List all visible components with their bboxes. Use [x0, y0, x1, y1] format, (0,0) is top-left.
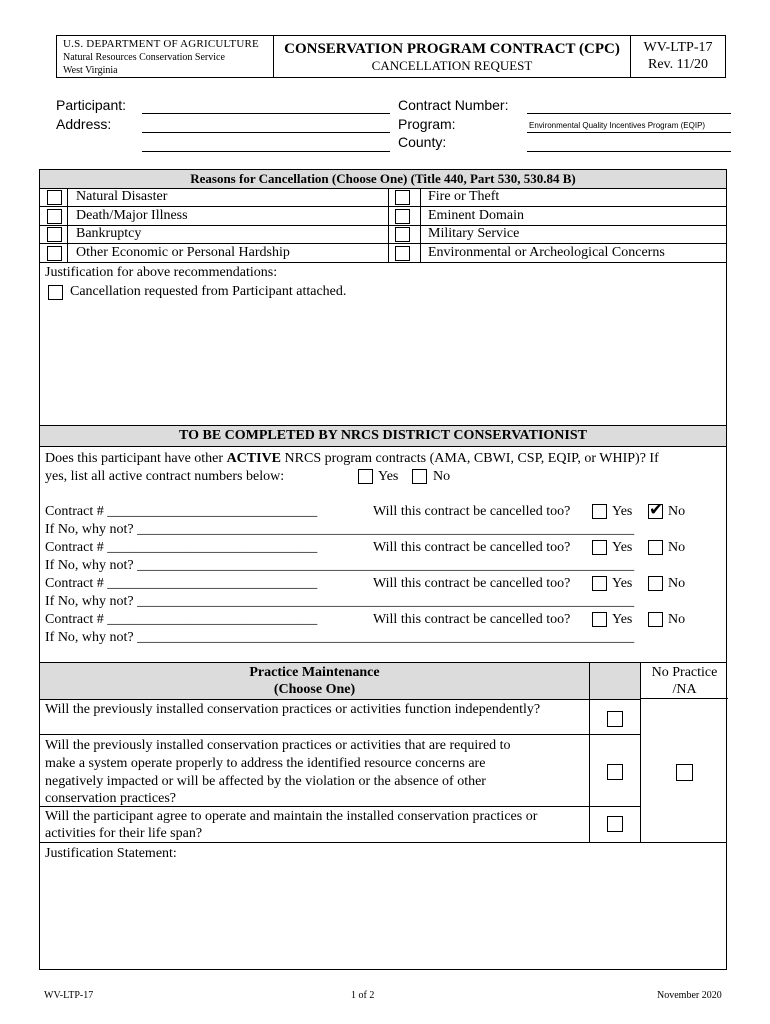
practice-question-2-line2: make a system operate properly to address the identified resource concerns are — [45, 756, 486, 771]
checkbox-cancel-yes[interactable] — [592, 540, 607, 555]
footer-date: November 2020 — [657, 990, 722, 1001]
cancellation-attached-label: Cancellation requested from Participant attached. — [70, 284, 347, 299]
practice-question-3-line2: activities for their life span? — [45, 826, 203, 841]
contract-number-line[interactable]: Contract # ______________________________ — [45, 504, 318, 519]
checkbox-death-illness[interactable] — [47, 209, 62, 224]
active-contracts-question-line2: yes, list all active contract numbers below: — [45, 469, 285, 484]
checkbox-practice-q1[interactable] — [607, 711, 623, 727]
cancel-too-question: Will this contract be cancelled too? — [373, 540, 571, 555]
participant-label: Participant: — [56, 97, 127, 113]
justification-label: Justification for above recommendations: — [45, 265, 278, 280]
checkbox-practice-q3[interactable] — [607, 816, 623, 832]
checkbox-eminent-domain[interactable] — [395, 209, 410, 224]
program-value[interactable]: Environmental Quality Incentives Program (EQIP) — [529, 121, 706, 130]
form-id-block — [630, 35, 726, 78]
justification-area[interactable] — [40, 304, 726, 424]
no-practice-heading-line1: No Practice — [651, 665, 718, 680]
checkbox-cancellation-attached[interactable] — [48, 285, 63, 300]
checkbox-environmental[interactable] — [395, 246, 410, 261]
active-yes-label: Yes — [378, 469, 399, 484]
reasons-heading: Reasons for Cancellation (Choose One) (Title 440, Part 530, 530.84 B) — [40, 170, 726, 188]
checkbox-cancel-no[interactable] — [648, 500, 664, 520]
cancel-too-question: Will this contract be cancelled too? — [373, 504, 571, 519]
cancel-no-label: No — [668, 540, 686, 555]
cancel-no-label: No — [668, 504, 686, 519]
practice-question-2-line1: Will the previously installed conservation practices or activities that are required to — [45, 738, 511, 753]
practice-question-2-line4: conservation practices? — [45, 791, 176, 806]
reason-military-service: Military Service — [428, 226, 520, 241]
checkbox-cancel-no[interactable] — [648, 576, 663, 591]
practice-question-1: Will the previously installed conservation practices or activities function independently? — [45, 702, 541, 717]
contract-row-2 — [40, 539, 726, 575]
reason-fire-theft: Fire or Theft — [428, 189, 500, 204]
contract-number-field[interactable] — [527, 98, 731, 114]
if-no-line[interactable]: If No, why not? _______________________________________________________________________ — [45, 522, 635, 537]
if-no-line[interactable]: If No, why not? _______________________________________________________________________ — [45, 594, 635, 609]
checkbox-active-yes[interactable] — [358, 469, 373, 484]
footer-page-number: 1 of 2 — [351, 990, 375, 1001]
justification-statement-label: Justification Statement: — [45, 846, 177, 861]
practice-question-3-line1: Will the participant agree to operate and maintain the installed conservation practices or — [45, 809, 538, 824]
checkbox-no-practice-na[interactable] — [676, 764, 693, 781]
checkbox-cancel-yes[interactable] — [592, 504, 607, 519]
cancel-yes-label: Yes — [612, 504, 633, 519]
contract-row-3 — [40, 575, 726, 611]
cancel-yes-label: Yes — [612, 576, 633, 591]
program-field-line — [527, 117, 731, 133]
if-no-line[interactable]: If No, why not? _______________________________________________________________________ — [45, 630, 635, 645]
checkbox-cancel-yes[interactable] — [592, 612, 607, 627]
active-contracts-question: Does this participant have other ACTIVE NRCS program contracts (AMA, CBWI, CSP, EQIP, or WHIP)? If — [45, 451, 659, 466]
title-block — [273, 35, 631, 78]
checkmark-icon: ✔ — [649, 500, 664, 520]
contract-number-line[interactable]: Contract # ______________________________ — [45, 576, 318, 591]
agency-block — [56, 35, 274, 78]
practice-heading-line1: Practice Maintenance — [249, 665, 380, 680]
active-no-label: No — [433, 469, 451, 484]
checkbox-cancel-no[interactable] — [648, 612, 663, 627]
reason-natural-disaster: Natural Disaster — [76, 189, 168, 204]
checkbox-cancel-yes[interactable] — [592, 576, 607, 591]
form-revision: Rev. 11/20 — [647, 57, 708, 72]
practice-heading-bg-mid — [590, 663, 640, 699]
cancel-too-question: Will this contract be cancelled too? — [373, 576, 571, 591]
cancel-yes-label: Yes — [612, 612, 633, 627]
contract-number-label: Contract Number: — [398, 97, 509, 113]
practice-heading-line2: (Choose One) — [273, 682, 356, 697]
cancel-too-question: Will this contract be cancelled too? — [373, 612, 571, 627]
form-number: WV-LTP-17 — [643, 40, 713, 55]
contract-row-1 — [40, 500, 726, 539]
no-practice-heading-line2: /NA — [672, 682, 697, 697]
form-body — [39, 169, 727, 970]
contract-row-4 — [40, 611, 726, 647]
reasons-grid — [40, 188, 726, 262]
if-no-line[interactable]: If No, why not? _______________________________________________________________________ — [45, 558, 635, 573]
reason-eminent-domain: Eminent Domain — [428, 208, 525, 223]
agency-line3: West Virginia — [63, 65, 118, 76]
justification-statement-area[interactable] — [40, 864, 726, 969]
form-title: CONSERVATION PROGRAM CONTRACT (CPC) — [284, 41, 620, 57]
reason-economic-hardship: Other Economic or Personal Hardship — [76, 245, 290, 260]
cancel-no-label: No — [668, 612, 686, 627]
checkbox-natural-disaster[interactable] — [47, 190, 62, 205]
county-label: County: — [398, 134, 447, 150]
dc-section-heading: TO BE COMPLETED BY NRCS DISTRICT CONSERVATIONIST — [40, 426, 726, 446]
contract-number-line[interactable]: Contract # ______________________________ — [45, 540, 318, 555]
contract-number-line[interactable]: Contract # ______________________________ — [45, 612, 318, 627]
cancel-yes-label: Yes — [612, 540, 633, 555]
checkbox-bankruptcy[interactable] — [47, 227, 62, 242]
participant-field[interactable] — [142, 98, 390, 114]
checkbox-active-no[interactable] — [412, 469, 427, 484]
reason-environmental: Environmental or Archeological Concerns — [428, 245, 665, 260]
practice-question-2-line3: negatively impacted or will be affected by the violation or the absence of other — [45, 774, 486, 789]
reason-death-illness: Death/Major Illness — [76, 208, 188, 223]
checkbox-cancel-no[interactable] — [648, 540, 663, 555]
address-field-1[interactable] — [142, 117, 390, 133]
address-field-2[interactable] — [142, 136, 390, 152]
reason-bankruptcy: Bankruptcy — [76, 226, 142, 241]
agency-line2: Natural Resources Conservation Service — [63, 52, 225, 63]
checkbox-practice-q2[interactable] — [607, 764, 623, 780]
county-field[interactable] — [527, 136, 731, 152]
cancel-no-label: No — [668, 576, 686, 591]
footer-form-number: WV-LTP-17 — [44, 990, 94, 1001]
program-label: Program: — [398, 116, 456, 132]
checkbox-fire-theft[interactable] — [395, 190, 410, 205]
checkbox-military-service[interactable] — [395, 227, 410, 242]
checkbox-economic-hardship[interactable] — [47, 246, 62, 261]
form-subtitle: CANCELLATION REQUEST — [371, 58, 533, 73]
agency-line1: U.S. DEPARTMENT OF AGRICULTURE — [63, 38, 259, 50]
address-label: Address: — [56, 116, 112, 132]
